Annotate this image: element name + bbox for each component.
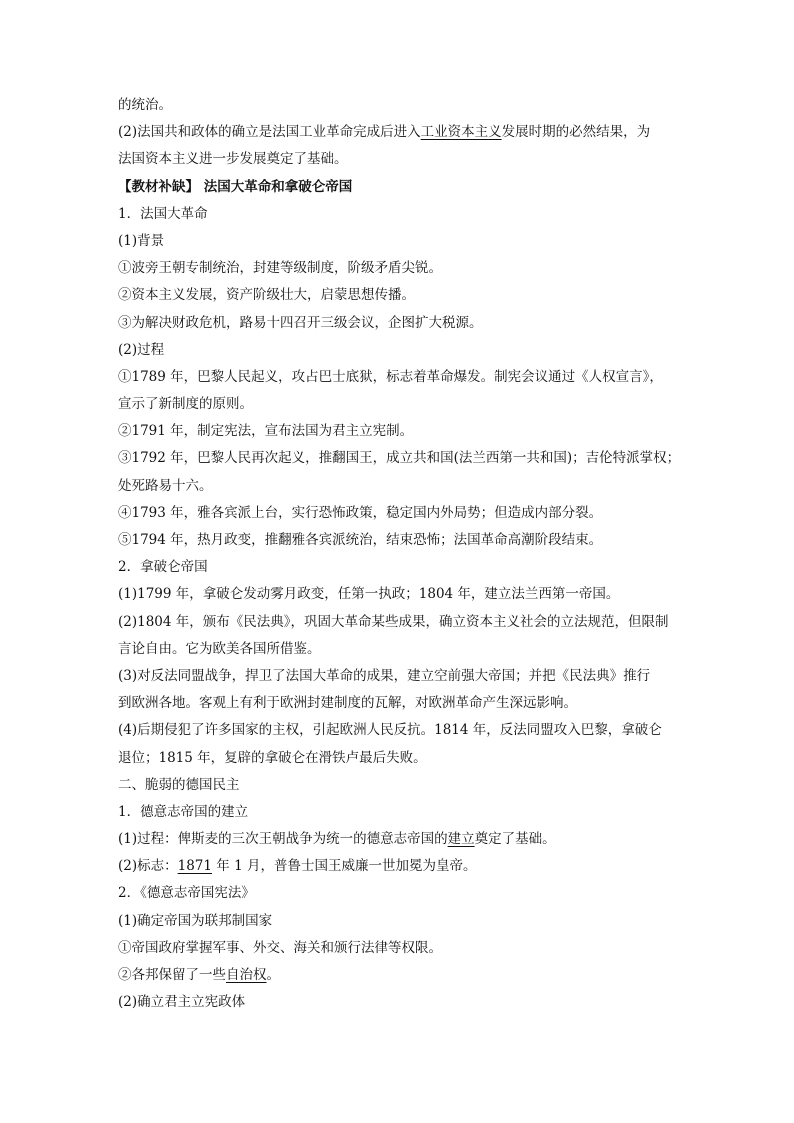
text-line	[118, 337, 683, 364]
text-line	[118, 826, 683, 853]
text-segment: 2．拿破仑帝国	[118, 559, 208, 576]
text-line	[118, 228, 683, 255]
text-segment: 二、脆弱的德国民主	[118, 776, 240, 793]
text-line	[118, 201, 683, 228]
text-segment: 宣示了新制度的原则。	[118, 396, 253, 413]
text-line	[118, 527, 683, 554]
text-segment: ①波旁王朝专制统治，封建等级制度，阶级矛盾尖锐。	[118, 260, 442, 277]
text-segment: 1．德意志帝国的建立	[118, 803, 249, 820]
text-line	[118, 636, 683, 663]
text-segment: 到欧洲各地。客观上有利于欧洲封建制度的瓦解，对欧洲革命产生深远影响。	[118, 695, 577, 712]
text-line	[118, 772, 683, 799]
text-segment: (1)过程：俾斯麦的三次王朝战争为统一的德意志帝国的	[118, 831, 448, 848]
underlined-text: 建立	[447, 831, 475, 848]
text-line	[118, 364, 683, 391]
text-segment: 2．《德意志帝国宪法》	[118, 885, 255, 902]
text-segment: ①帝国政府掌握军事、外交、海关和颁行法律等权限。	[118, 939, 442, 956]
text-line	[118, 581, 683, 608]
text-segment: 奠定了基础。	[474, 831, 556, 848]
text-line	[118, 935, 683, 962]
text-line	[118, 174, 683, 201]
text-segment: (2)标志：	[118, 858, 178, 875]
text-line	[118, 255, 683, 282]
text-segment: (2)法国共和政体的确立是法国工业革命完成后进入	[118, 124, 421, 141]
text-segment: (2)1804 年，颁布《民法典》，巩固大革命某些成果，确立资本主义社会的立法规范，但限制	[118, 613, 669, 630]
text-segment: 。	[266, 967, 280, 983]
text-line	[118, 663, 683, 690]
text-segment: ③为解决财政危机，路易十四召开三级会议，企图扩大税源。	[118, 314, 483, 331]
text-segment: (1)背景	[118, 232, 165, 249]
text-line	[118, 989, 683, 1016]
text-line	[118, 282, 683, 309]
text-segment: ④1793 年，雅各宾派上台，实行恐怖政策，稳定国内外局势；但造成内部分裂。	[118, 504, 603, 521]
text-segment: 退位；1815 年，复辟的拿破仑在滑铁卢最后失败。	[118, 749, 427, 766]
text-line	[118, 146, 683, 173]
text-line	[118, 119, 683, 146]
text-line	[118, 717, 683, 744]
underlined-text: 1871	[177, 858, 212, 875]
text-line	[118, 500, 683, 527]
text-line	[118, 853, 683, 880]
document-page	[118, 92, 683, 1016]
text-segment: 1．法国大革命	[118, 205, 208, 222]
text-line	[118, 391, 683, 418]
text-segment: 发展时期的必然结果，为	[501, 124, 651, 141]
text-line	[118, 418, 683, 445]
text-segment: 言论自由。它为欧美各国所借鉴。	[118, 640, 321, 657]
text-segment: ②各邦保留了一些	[118, 967, 226, 983]
text-line	[118, 745, 683, 772]
text-line	[118, 799, 683, 826]
text-segment: 的统治。	[118, 97, 172, 113]
text-segment: (3)对反法同盟战争，捍卫了法国大革命的成果，建立空前强大帝国；并把《民法典》推行	[118, 667, 651, 684]
text-segment: (2)确立君主立宪政体	[118, 994, 246, 1011]
text-segment: ②1791 年，制定宪法，宣布法国为君主立宪制。	[118, 423, 414, 440]
text-segment: (1)1799 年，拿破仑发动雾月政变，任第一执政；1804 年，建立法兰西第一帝国。	[118, 586, 620, 603]
text-segment: 法国资本主义进一步发展奠定了基础。	[118, 151, 348, 168]
underlined-text: 工业资本主义	[420, 124, 502, 141]
text-line	[118, 609, 683, 636]
text-line	[118, 554, 683, 581]
text-segment: ⑤1794 年，热月政变，推翻雅各宾派统治，结束恐怖；法国革命高潮阶段结束。	[118, 532, 603, 548]
text-line	[118, 962, 683, 989]
text-line	[118, 92, 683, 119]
text-segment: 年 1 月，普鲁士国王威廉一世加冕为皇帝。	[211, 858, 477, 875]
text-line	[118, 473, 683, 500]
text-line	[118, 880, 683, 907]
text-segment: 处死路易十六。	[118, 477, 213, 494]
text-segment: ②资本主义发展，资产阶级壮大，启蒙思想传播。	[118, 287, 415, 304]
text-line	[118, 908, 683, 935]
bold-heading-text: 【教材补缺】 法国大革命和拿破仑帝国	[118, 178, 353, 195]
text-segment: (2)过程	[118, 341, 165, 358]
text-line	[118, 445, 683, 472]
text-segment: (4)后期侵犯了许多国家的主权，引起欧洲人民反抗。1814 年，反法同盟攻入巴黎，拿破仑	[118, 722, 662, 739]
underlined-text: 自治权	[226, 967, 267, 983]
text-segment: (1)确定帝国为联邦制国家	[118, 912, 273, 929]
text-line	[118, 690, 683, 717]
text-line	[118, 310, 683, 337]
text-segment: ①1789 年，巴黎人民起义，攻占巴士底狱，标志着革命爆发。制宪会议通过《人权宣言》，	[118, 368, 663, 385]
text-segment: ③1792 年，巴黎人民再次起义，推翻国王，成立共和国(法兰西第一共和国)；吉伦特派掌权；	[118, 450, 681, 467]
